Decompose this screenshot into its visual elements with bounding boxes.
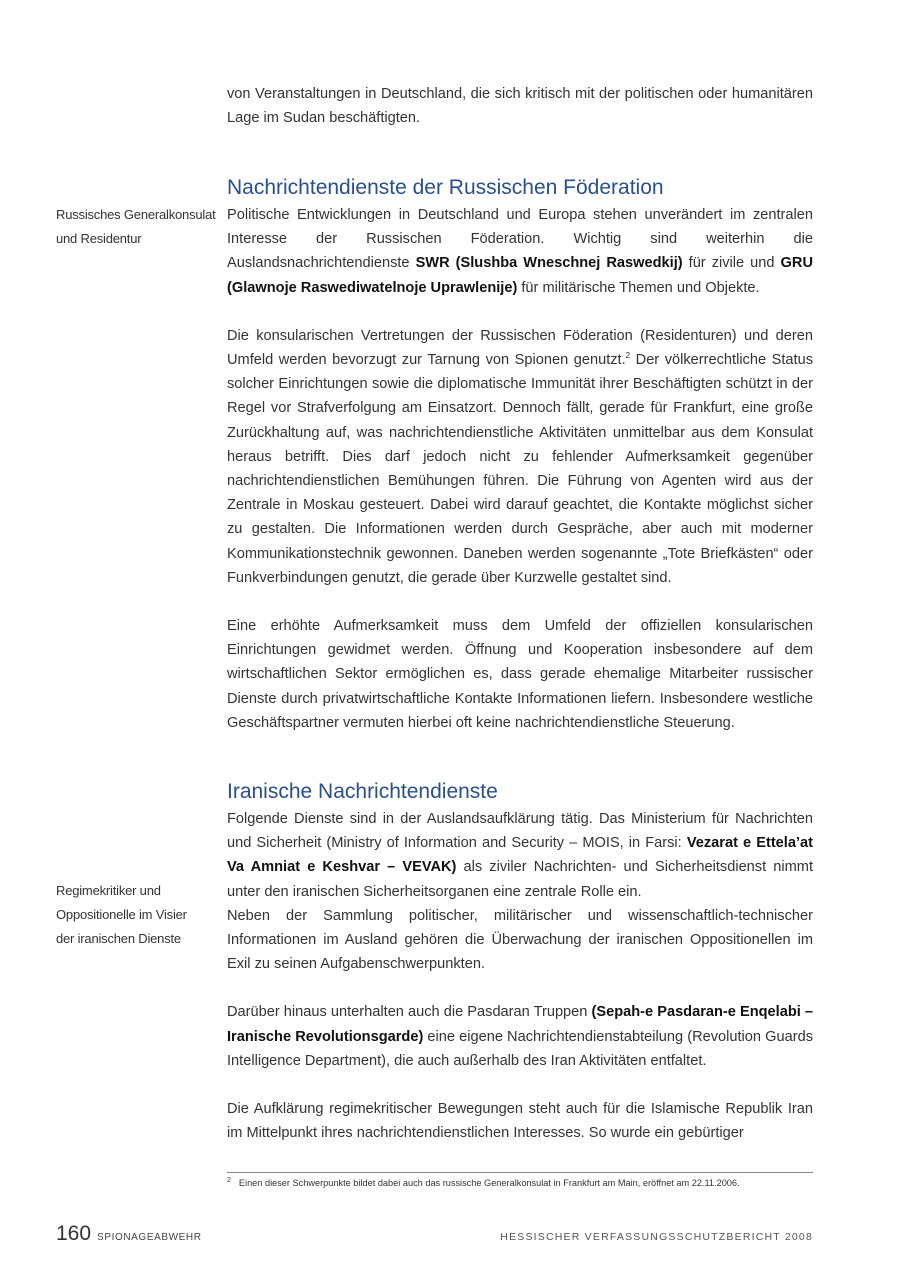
footnote-reference: 2	[625, 351, 631, 361]
margin-note-iran: Regimekritiker und Oppositionelle im Visier der iranischen Dienste	[56, 883, 187, 947]
footer-left	[56, 1222, 202, 1246]
iran-section	[227, 779, 813, 1145]
footnote-text: Einen dieser Schwerpunkte bildet dabei auch das russische Generalkonsulat in Frankfurt am Main, eröffnet am 22.11.2006.	[238, 1178, 740, 1189]
footnote	[227, 1175, 813, 1189]
russia-paragraph-2: Die konsularischen Vertretungen der Russischen Föderation (Residenturen) und deren Umfeld werden bevorzugt zur Tarnung von Spionen genutzt.$^2$ Der völkerrechtliche Status solcher Einrichtungen sowie die diplomatische Immunität ihrer Beschäftigten schützt in der Regel vor Strafverfolgung am Einsatzort. Dennoch fällt, gerade für Frankfurt, eine große Zurückhaltung auf, was nachrichtendienstliche Aktivitäten unmittelbar aus dem Konsulat heraus betrifft. Dies darf jedoch nicht zu fehlender Aufmerksamkeit gegenüber nachrichtendienstlichen Bemühungen führen. Die Führung von Agenten wird aus der Zentrale in Moskau gesteuert. Dabei wird darauf geachtet, die Kontakte möglichst sicher zu gestalten. Die Informationen werden durch Gespräche, aber auch mit moderner Kommunikationstechnik gewonnen. Daneben werden sogenannte „Tote Briefkästen“ oder Funkverbindungen genutzt, die gerade über Kurzwelle gestaltet sind.	[227, 327, 813, 586]
iran-paragraph-1: Folgende Dienste sind in der Auslandsaufklärung tätig. Das Ministerium für Nachrichten und Sicherheit (Ministry of Information and Security – MOIS, in Farsi: Vezarat e Ettela’at Va Amniat e Keshvar – VEVAK) als ziviler Nachrichten- und Sicherheitsdienst nimmt unter den iranischen Sicherheitsorganen eine zentrale Rolle ein. Neben der Sammlung politischer, militärischer und wissenschaftlich-technischer Informationen im Ausland gehören die Überwachung der iranischen Oppositionellen im Exil zu seinen Aufgabenschwerpunkten.	[227, 811, 813, 973]
page-number: 160	[56, 1222, 92, 1245]
intro-paragraph: von Veranstaltungen in Deutschland, die sich kritisch mit der politischen oder humanitären Lage im Sudan beschäftigten.	[227, 86, 813, 127]
iran-heading: Iranische Nachrichtendienste	[227, 780, 498, 803]
section-label: SPIONAGEABWEHR	[97, 1232, 202, 1243]
iran-paragraph-2: Darüber hinaus unterhalten auch die Pasdaran Truppen (Sepah-e Pasdaran-e Enqelabi – Iranische Revolutionsgarde) eine eigene Nachrichtendienstabteilung (Revolution Guards Intelligence Department), die auch außerhalb des Iran Aktivitäten entfaltet.	[227, 1004, 814, 1069]
footnote-divider	[227, 1172, 813, 1173]
intro-block	[227, 82, 813, 130]
russia-paragraph-1: Politische Entwicklungen in Deutschland und Europa stehen unverändert im zentralen Interesse der Russischen Föderation. Wichtig sind weiterhin die Auslandsnachrichtendienste SWR (Slushba Wneschnej Raswedkij) für zivile und GRU (Glawnoje Raswediwatelnoje Uprawlenije) für militärische Themen und Objekte.	[227, 207, 813, 296]
russia-heading: Nachrichtendienste der Russischen Föderation	[227, 176, 664, 199]
russia-section	[227, 175, 813, 735]
russia-paragraph-3: Eine erhöhte Aufmerksamkeit muss dem Umfeld der offiziellen konsularischen Einrichtungen gewidmet werden. Öffnung und Kooperation insbesondere auf dem wirtschaftlichen Sektor ermöglichen es, dass gerade ehemalige Mitarbeiter russischer Dienste durch privatwirtschaftliche Kontakte Informationen liefern. Insbesondere westliche Geschäftspartner vermuten hierbei oft keine nachrichtendienstliche Steuerung.	[227, 618, 813, 731]
margin-note-russia: Russisches Generalkonsulat und Residentur	[56, 207, 216, 247]
footnote-number: 2	[227, 1177, 231, 1184]
iran-paragraph-3: Die Aufklärung regimekritischer Bewegungen steht auch für die Islamische Republik Iran im Mittelpunkt ihres nachrichtendienstlichen Interesses. So wurde ein gebürtiger	[227, 1101, 813, 1142]
report-title: HESSISCHER VERFASSUNGSSCHUTZBERICHT 2008	[500, 1231, 813, 1243]
